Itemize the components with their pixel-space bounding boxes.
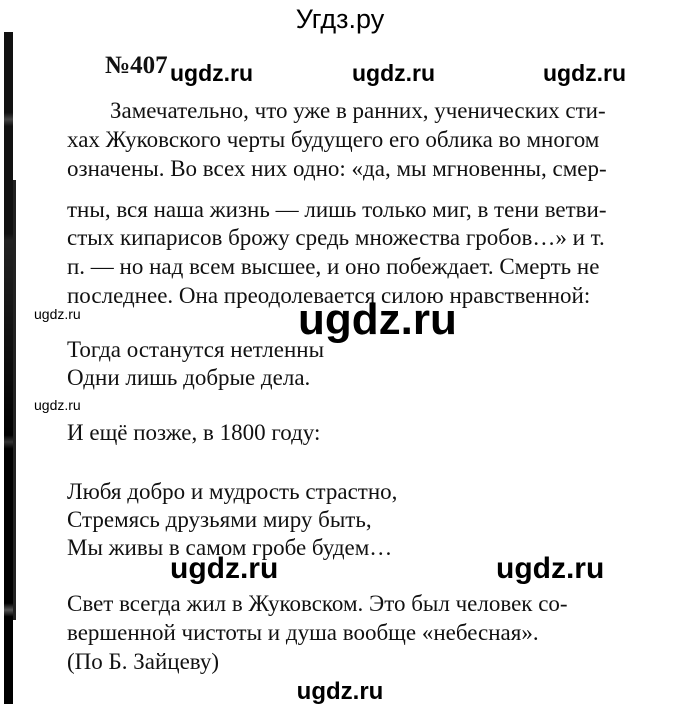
paragraph-line: п. — но над всем высшее, и оно побеждает. Смерть не — [67, 254, 600, 279]
scan-edge-shadow — [4, 32, 13, 704]
poem-line: Тогда останутся нетленны — [67, 337, 325, 362]
intro-line: И ещё позже, в 1800 году: — [67, 420, 321, 445]
paragraph-line: хах Жуковского черты будущего его облика во многом — [67, 127, 600, 152]
watermark: ugdz.ru — [543, 60, 627, 86]
poem-line: Стремясь друзьями миру быть, — [67, 507, 372, 532]
attribution: (По Б. Зайцеву) — [67, 649, 220, 674]
task-number: №407 — [105, 52, 168, 79]
paragraph-line: вершенной чистоты и душа вообще «небесная». — [67, 620, 539, 645]
poem-line: Любя добро и мудрость страстно, — [67, 479, 398, 504]
watermark: ugdz.ru — [170, 60, 254, 86]
footer-watermark: ugdz.ru — [296, 678, 384, 705]
paragraph-line: Свет всегда жил в Жуковском. Это был человек со- — [67, 591, 568, 616]
watermark-large: ugdz.ru — [298, 295, 457, 344]
watermark: ugdz.ru — [496, 552, 605, 585]
poem-line: Одни лишь добрые дела. — [67, 365, 311, 390]
scan-edge-line — [13, 180, 16, 620]
watermark: ugdz.ru — [170, 552, 279, 585]
site-title: Угдз.ру — [295, 4, 385, 34]
paragraph-line: тны, вся наша жизнь — лишь только миг, в тени ветви- — [67, 197, 607, 222]
paragraph-line: стых кипарисов брожу средь множества гробов…» и т. — [67, 225, 605, 250]
paragraph-line: последнее. Она преодолевается силою нравственной: — [67, 283, 591, 308]
paragraph-line: Замечательно, что уже в ранних, ученических сти- — [110, 98, 606, 123]
watermark-small: ugdz.ru — [34, 306, 81, 322]
paragraph-line: означены. Во всех них одно: «да, мы мгновенны, смер- — [67, 156, 607, 181]
watermark-small: ugdz.ru — [34, 397, 81, 413]
watermark: ugdz.ru — [352, 60, 436, 86]
poem-line: Мы живы в самом гробе будем… — [67, 535, 393, 560]
